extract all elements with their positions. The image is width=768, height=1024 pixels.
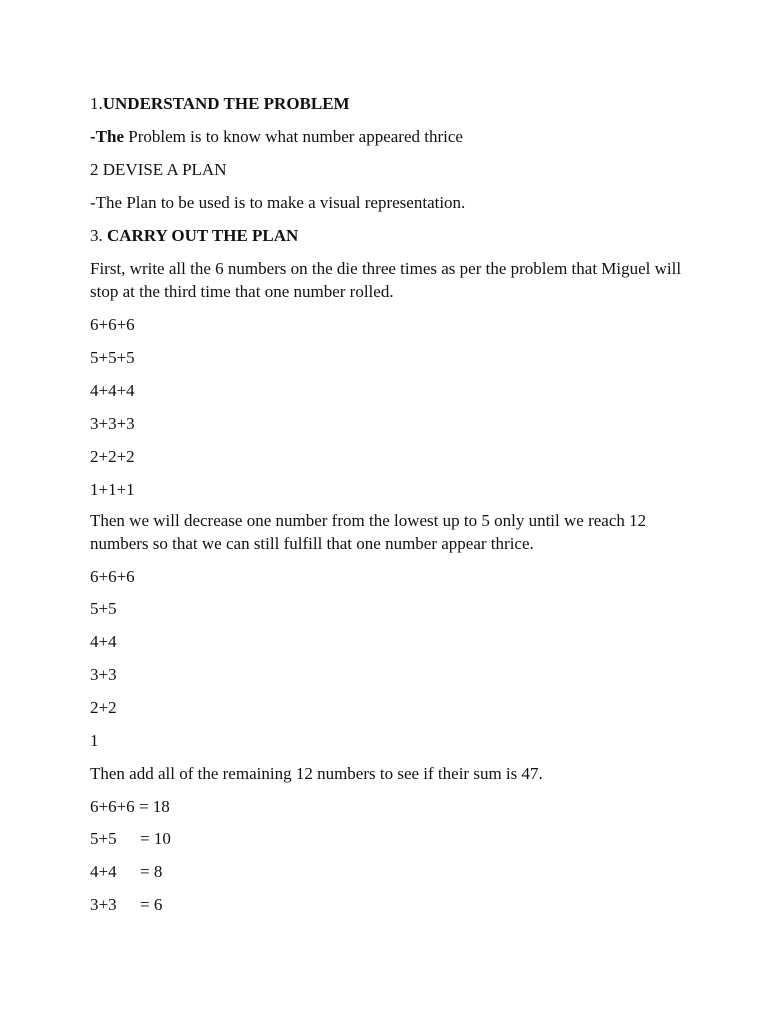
sum-row (90, 827, 171, 850)
list2-item: 6+6+6 (90, 567, 135, 586)
plan-statement: -The Plan to be used is to make a visual representation. (90, 193, 466, 212)
list1-item: 4+4+4 (90, 381, 135, 400)
list2-item: 5+5 (90, 599, 117, 618)
problem-statement (90, 125, 463, 148)
list1-item: 2+2+2 (90, 447, 135, 466)
sum-result: = 8 (140, 862, 163, 881)
heading-number: 3. (90, 226, 107, 245)
paragraph-decrease: Then we will decrease one number from the lowest up to 5 only until we reach 12 numbers so that we can still fulfill that one number appear thrice. (90, 511, 647, 553)
paragraph-add: Then add all of the remaining 12 numbers to see if their sum is 47. (90, 764, 543, 783)
sum-result: = 18 (138, 797, 170, 816)
problem-text: Problem is to know what number appeared thrice (124, 127, 463, 146)
sum-expression: 3+3 (90, 895, 117, 914)
heading-understand (90, 92, 350, 115)
sum-row (90, 795, 170, 818)
heading-carry-out (90, 224, 298, 247)
list2-item: 2+2 (90, 698, 117, 717)
sum-row (90, 893, 162, 916)
problem-lead: -The (90, 127, 124, 146)
sum-row (90, 860, 162, 883)
list1-item: 1+1+1 (90, 480, 135, 499)
heading-number: 1. (90, 94, 103, 113)
list2-item: 3+3 (90, 665, 117, 684)
sum-expression: 6+6+6 (90, 797, 135, 816)
list2-item: 4+4 (90, 632, 117, 651)
list1-item: 5+5+5 (90, 348, 135, 367)
sum-result: = 10 (140, 829, 171, 848)
paragraph-first: First, write all the 6 numbers on the die three times as per the problem that Miguel will stop at the third time that one number rolled. (90, 259, 682, 301)
sum-expression: 4+4 (90, 862, 117, 881)
heading-devise: 2 DEVISE A PLAN (90, 160, 227, 179)
heading-text: CARRY OUT THE PLAN (107, 226, 299, 245)
list2-item: 1 (90, 731, 99, 750)
sum-result: = 6 (140, 895, 163, 914)
sum-expression: 5+5 (90, 829, 117, 848)
list1-item: 6+6+6 (90, 315, 135, 334)
heading-text: UNDERSTAND THE PROBLEM (102, 94, 350, 113)
list1-item: 3+3+3 (90, 414, 135, 433)
